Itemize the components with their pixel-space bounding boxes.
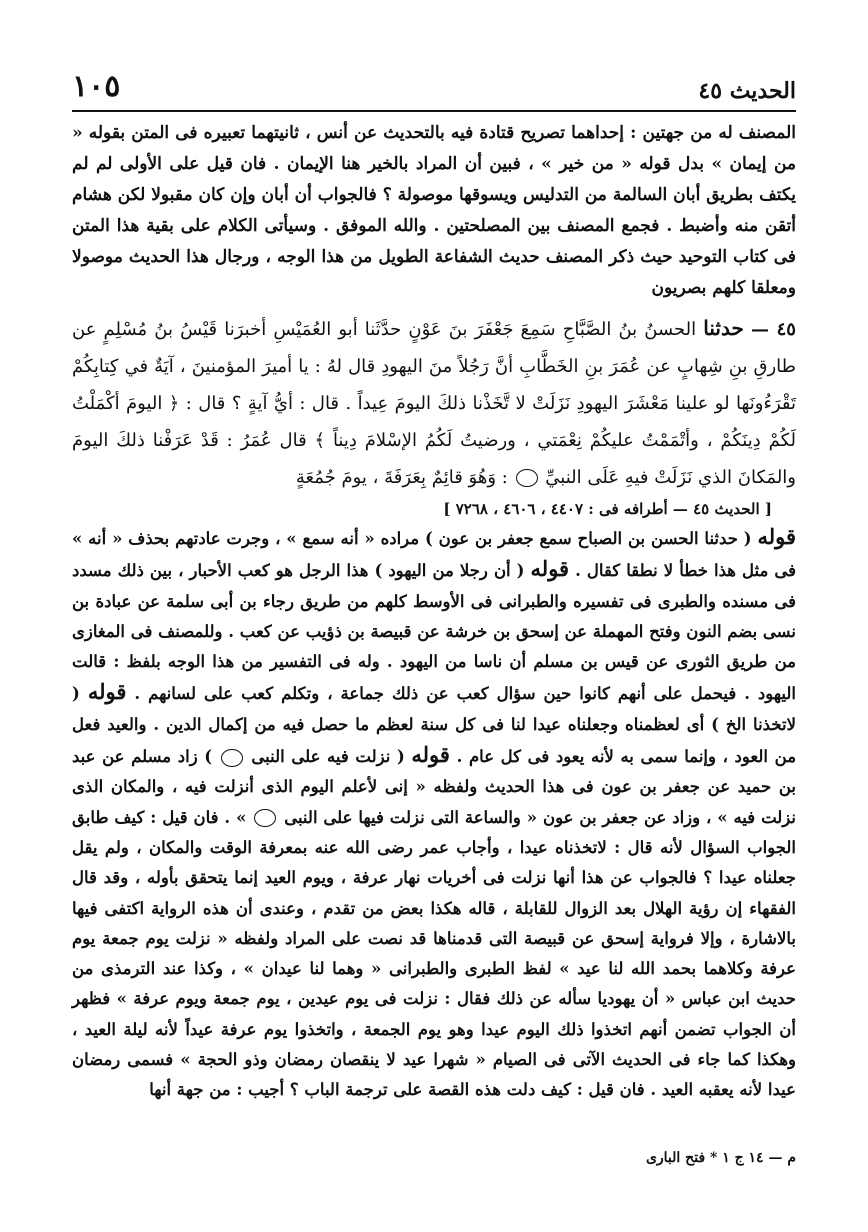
atraf-note: [ الحديث ٤٥ — أطرافه فى : ٤٤٠٧ ، ٤٦٠٦ ، ٧٢٦٨ ]: [443, 500, 772, 518]
hadith-body-part1: الحسنُ بنُ الصَّبَّاحِ سَمِعَ جَعْفَرَ بنَ عَوْنٍ حدَّثَنا أبو العُمَيْسِ أخبرَنا قَيْسُ بنُ مُسْلِمٍ عن طارقِ بنِ شِهابٍ عن عُمَرَ بنِ الخَطَّابِ أنَّ رَجُلاً منَ اليهودِ قال لهُ : يا أميرَ المؤمنينَ ، آيَةٌ في كِتابِكُمْ تَقْرَءُونَها لو علينا مَعْشَرَ اليهودِ نَزَلَتْ لا تَّخَذْنا ذلكَ اليومَ عِيداً . قال : أيُّ آيةٍ ؟ قال : ﴿ اليومَ أكْمَلْتُ لَكُمْ دِينَكُمْ ، وأتْمَمْتُ عليكُمْ نِعْمَتي ، ورضيتُ لَكُمُ الإسْلامَ دِيناً ﴾ قال عُمَرُ : قَدْ عَرَفْنا ذلكَ اليومَ والمَكانَ الذي نَزَلَتْ فيهِ عَلَى النبيِّ: [72, 319, 796, 488]
page-number: ١٠٥: [72, 69, 121, 104]
commentary-segment: ( لاتخذنا الخ ) أى لعظمناه وجعلناه عيدا لنا فى كل سنة لعظم ما حصل فيه من إكمال الدين . والعيد فعل من العود ، وإنما سمى به لأنه يعود فى كل عام .: [72, 684, 797, 767]
intro-paragraph: المصنف له من جهتين : إحداهما تصريح قتادة فيه بالتحديث عن أنس ، ثانيتهما تعبيره فى المتن بقوله « من إيمان » بدل قوله « من خير » ، فبين أن المراد بالخير هنا الإيمان . فان قيل على الأولى لم لم يكتف بطريق أبان السالمة من التدليس ويسوقها موصولة ؟ فالجواب أن أبان وإن كان مقبولا لكن هشام أتقن منه وأضبط . فجمع المصنف بين المصلحتين . والله الموفق . وسيأتى الكلام على بقية هذا المتن فى كتاب التوحيد حيث ذكر المصنف حديث الشفاعة الطويل من هذا الوجه ، ورجال هذا الحديث موصولا ومعلقا كلهم بصريون: [72, 123, 796, 298]
commentary-segment: ( أن رجلا من اليهود ) هذا الرجل هو كعب الأحبار ، بين ذلك مسدد فى مسنده والطبرى فى تفسيره والطبرانى فى الأوسط كلهم من طريق رجاء بن أبى سلمة عن عبادة بن نسى بضم النون وفتح المهملة عن إسحق بن خرشة عن قبيصة بن ذؤيب عن كعب . وللمصنف فى المغازى من طريق الثورى عن قيس بن مسلم أن ناسا من اليهود . وله فى التفسير من هذا الوجه بلفظ : قالت اليهود . فيحمل على أنهم كانوا حين سؤال كعب عن ذلك جماعة ، وتكلم كعب على لسانهم .: [72, 561, 797, 704]
commentary-segment: » . فان قيل : كيف طابق الجواب السؤال لأنه قال : لاتخذناه عيدا ، وأجاب عمر رضى الله عنه بمعرفة الوقت والمكان ، ولم يقل جعلناه عيدا ؟ فالجواب عن هذا أنها نزلت فى أخريات نهار عرفة ، ويوم العيد إنما يتحقق بأوله ، وقد قال الفقهاء إن رؤية الهلال بعد الزوال للقابلة ، قاله هكذا بعض من تقدم ، وعندى أن هذه الرواية اكتفى فيها بالاشارة ، وإلا فرواية إسحق عن قبيصة التى قدمناها قد نصت على المراد ولفظه « نزلت يوم جمعة يوم عرفة وكلاهما بحمد الله لنا عيد » لفظ الطبرى والطبرانى « وهما لنا عيدان » ، وكذا عند الترمذى من حديث ابن عباس « أن يهوديا سأله عن ذلك فقال : نزلت فى يوم عيدين ، يوم جمعة ويوم عرفة » فظهر أن الجواب تضمن أنهم اتخذوا ذلك اليوم عيدا وهو يوم الجمعة ، واتخذوا يوم عرفة عيداً لأنه ليلة العيد ، وهكذا كما جاء فى الحديث الآتى فى الصيام « شهرا عيد لا ينقصان رمضان وذو الحجة » فسمى رمضان عيدا لأنه يعقبه العيد . فان قيل : كيف دلت هذه القصة على ترجمة الباب ؟ أجيب : من جهة أنها: [72, 807, 796, 1100]
salutation-seal-icon: [221, 749, 243, 767]
page-header: [72, 62, 796, 104]
commentary-segment: ( نزلت فيه على النبى: [251, 747, 405, 767]
haddathana-word: حدثنا: [703, 316, 744, 340]
salutation-seal-icon: [516, 469, 538, 487]
page-content: [72, 118, 796, 1106]
salutation-seal-icon: [254, 809, 276, 827]
commentary: [72, 522, 796, 1106]
hadith-text: [72, 310, 796, 496]
qawl-marker: قوله: [757, 524, 796, 549]
qawl-marker: قوله: [530, 556, 570, 582]
hadith-body-part2: : وَهُوَ قائِمٌ بِعَرَفَةَ ، يومَ جُمُعَةٍ: [295, 467, 508, 488]
qawl-marker: قوله: [87, 679, 127, 705]
commentary-segment: ( حدثنا الحسن بن الصباح سمع جعفر بن عون ) مراده « أنه سمع » ، وجرت عادتهم بحذف « أنه » فى مثل هذا خطأ لا نطقا كقال .: [72, 529, 796, 581]
qawl-marker: قوله: [411, 742, 450, 768]
hadith-number: ٤٥ —: [750, 319, 796, 340]
commentary-segment: ) زاد مسلم عن عبد بن حميد عن جعفر بن عون فى هذا الحديث ولفظه « إنى لأعلم اليوم الذى أنزلت فيه ، والمكان الذى نزلت فيه » ، وزاد عن جعفر بن عون « والساعة التى نزلت فيها على النبى: [72, 747, 797, 827]
running-title: الحديث ٤٥: [698, 78, 796, 104]
page-footer: م — ١٤ ج ١ * فتح البارى: [645, 1150, 796, 1166]
header-rule: [72, 110, 796, 112]
